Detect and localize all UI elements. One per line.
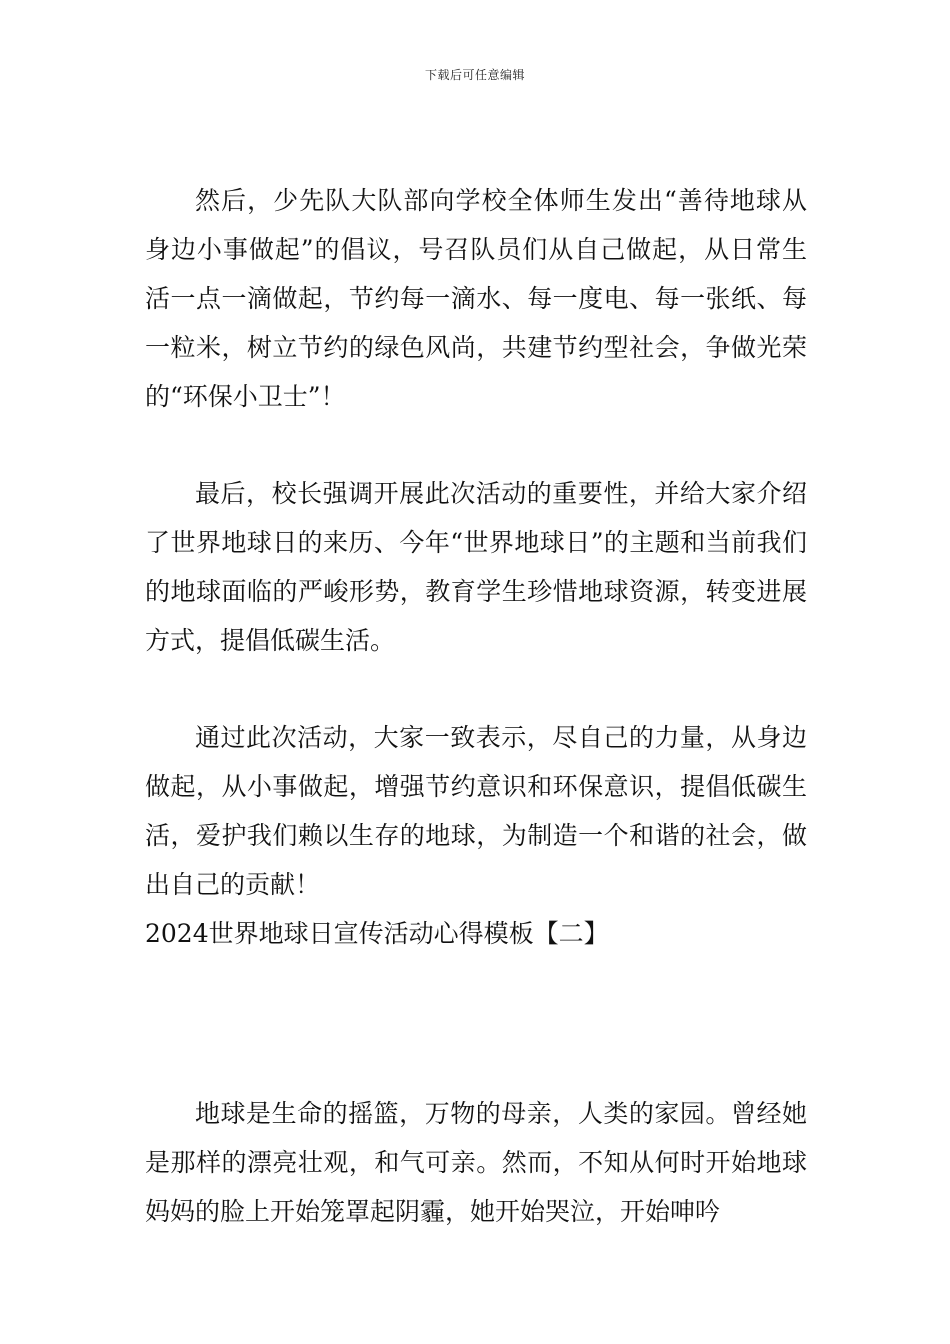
paragraph-initiative: 然后，少先队大队部向学校全体师生发出“善待地球从身边小事做起”的倡议，号召队员们从自己做起，从日常生活一点一滴做起，节约每一滴水、每一度电、每一张纸、每一粒米，树立节约的绿色风尚，共建节约型社会，争做光荣的“环保小卫士”！ (145, 186, 807, 411)
document-body (145, 176, 807, 1236)
section-title: 2024世界地球日宣传活动心得模板【二】 (145, 919, 609, 948)
section-spacer (145, 958, 807, 1089)
paragraph-conclusion: 通过此次活动，大家一致表示，尽自己的力量，从身边做起，从小事做起，增强节约意识和环保意识，提倡低碳生活，爱护我们赖以生存的地球，为制造一个和谐的社会，做出自己的贡献！ (145, 723, 807, 899)
paragraph-spacer (145, 421, 807, 469)
paragraph-earth-cradle: 地球是生命的摇篮，万物的母亲，人类的家园。曾经她是那样的漂亮壮观，和气可亲。然而，不知从何时开始地球妈妈的脸上开始笼罩起阴霾，她开始哭泣，开始呻吟 (145, 1099, 807, 1226)
paragraph-principal-speech: 最后，校长强调开展此次活动的重要性，并给大家介绍了世界地球日的来历、今年“世界地球日”的主题和当前我们的地球面临的严峻形势，教育学生珍惜地球资源，转变进展方式，提倡低碳生活。 (145, 479, 807, 655)
page-header-note: 下载后可任意编辑 (424, 68, 525, 82)
paragraph-spacer (145, 665, 807, 713)
